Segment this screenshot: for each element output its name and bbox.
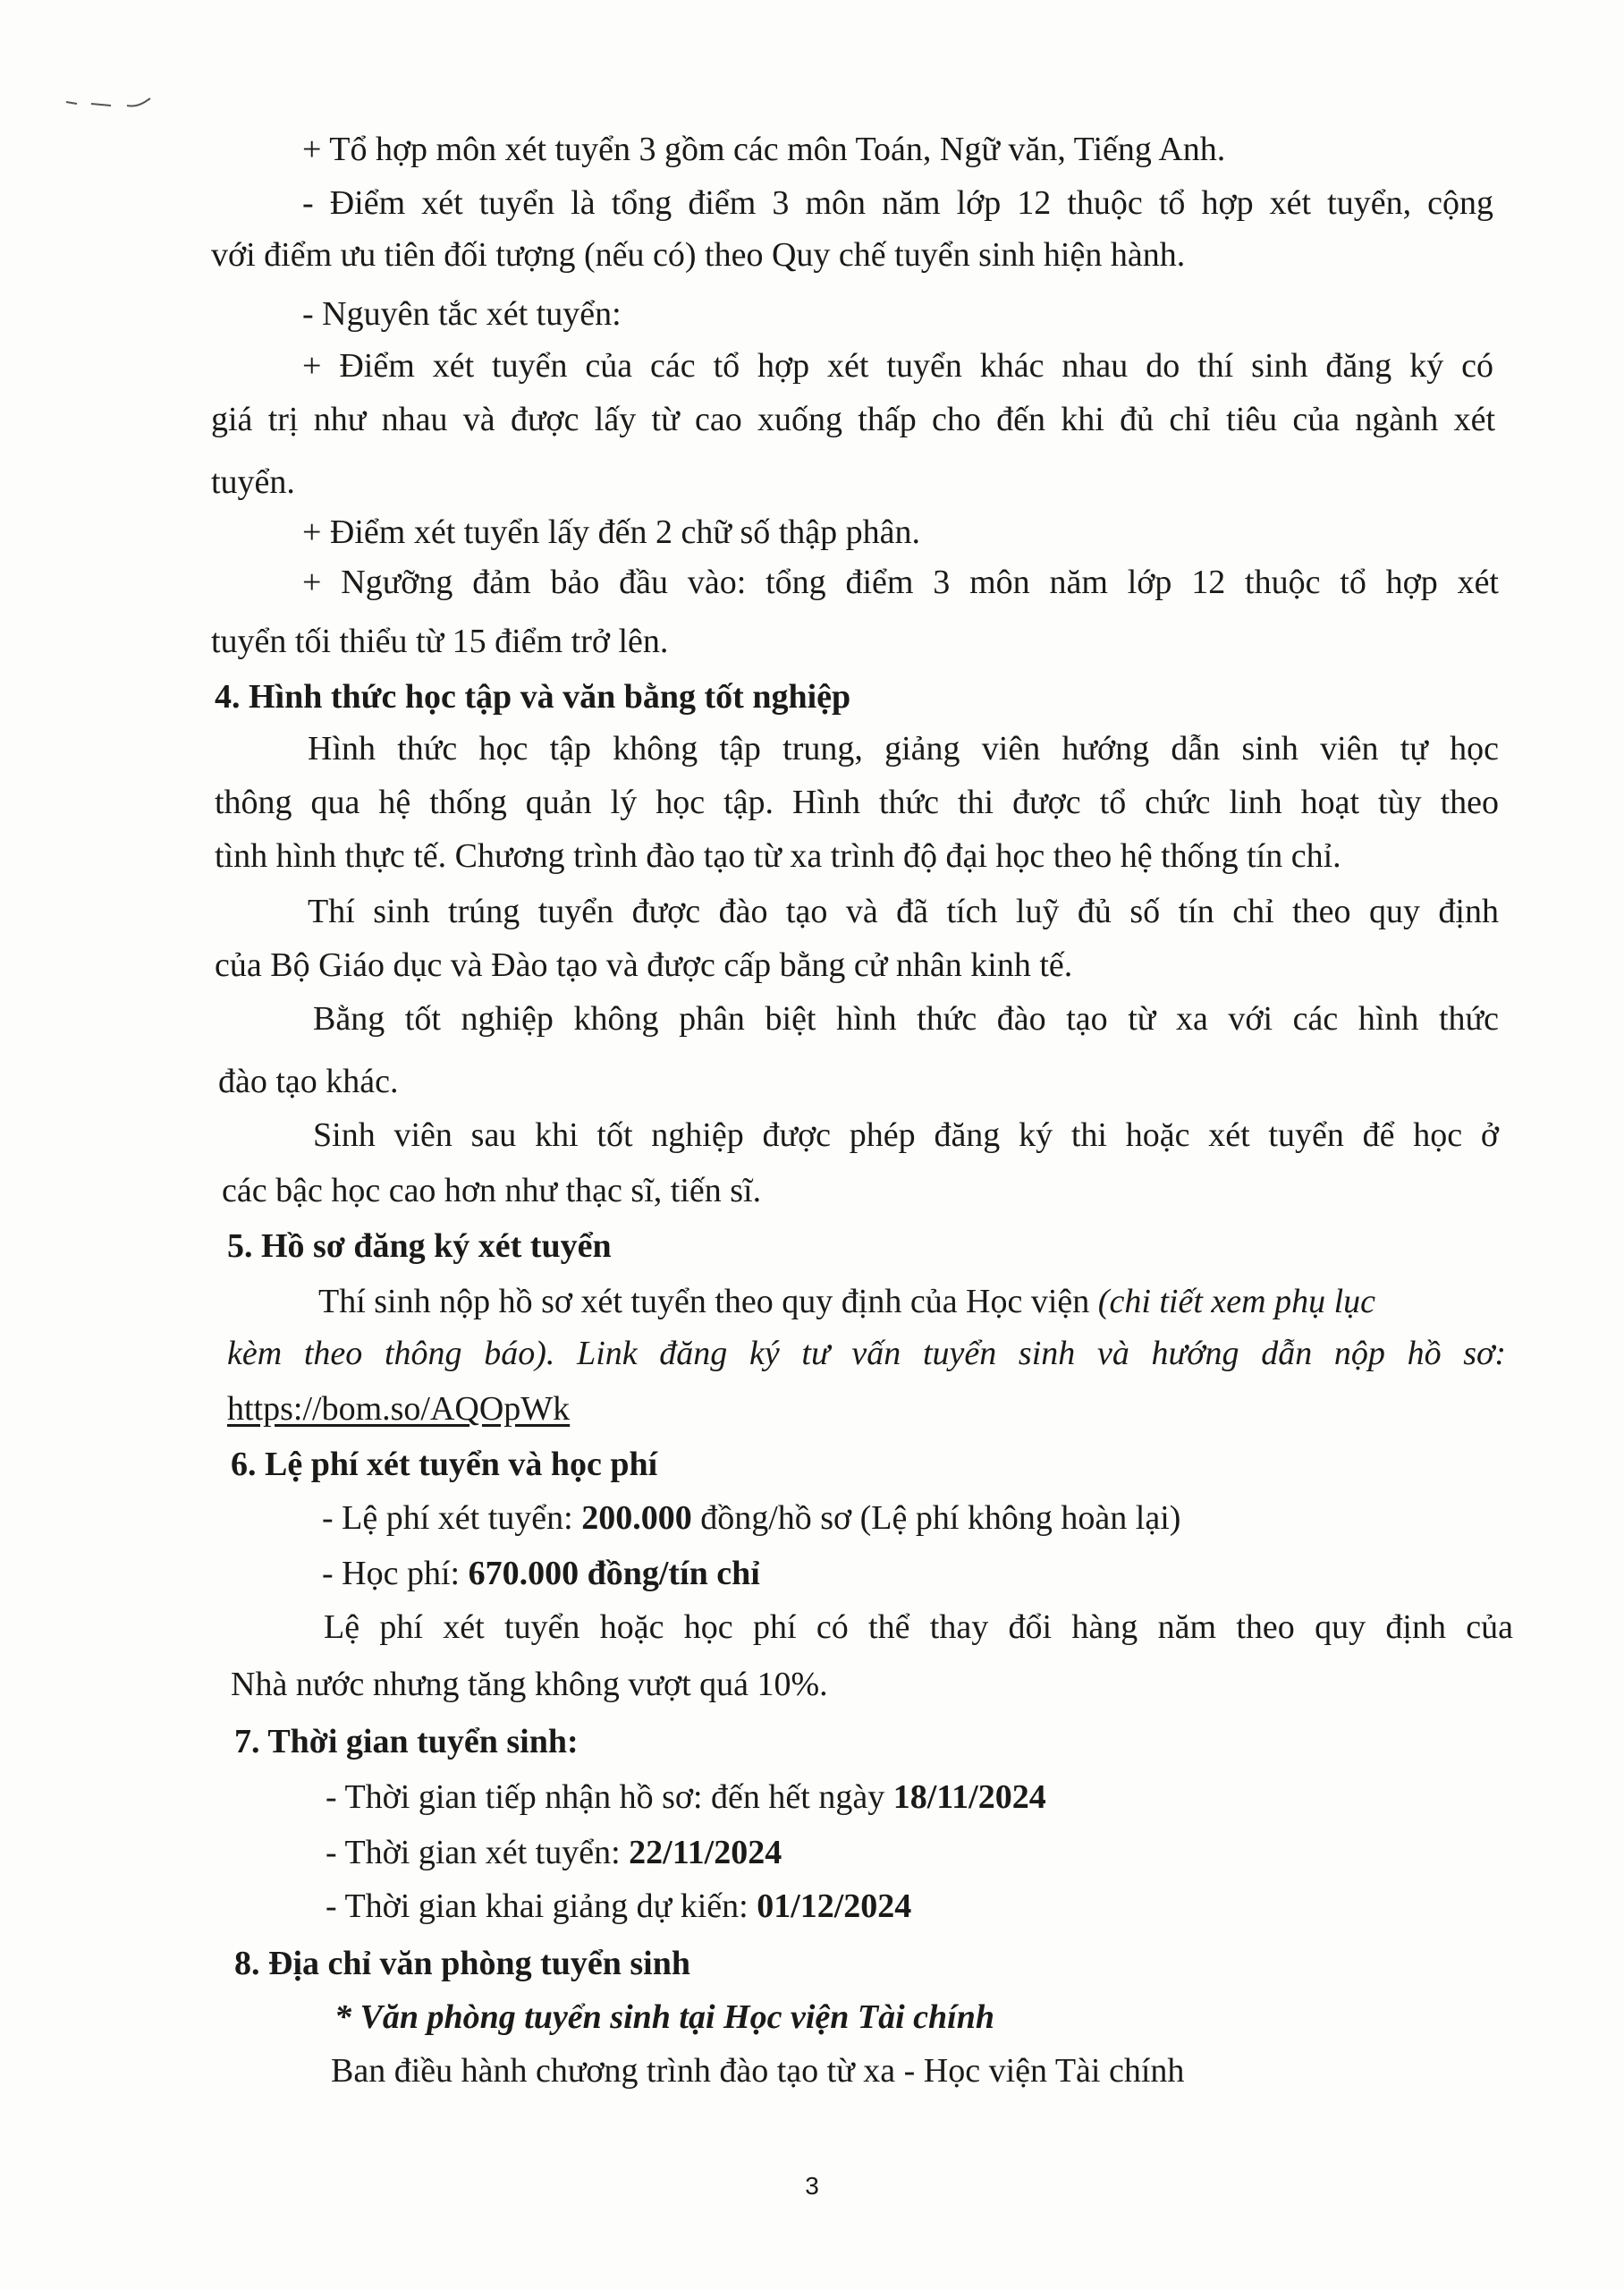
- tuition-amount: 670.000 đồng/tín chỉ: [468, 1555, 760, 1592]
- text-line: - Điểm xét tuyển là tổng điểm 3 môn năm lớp 12 thuộc tổ hợp xét tuyển, cộng: [302, 184, 1493, 222]
- opening-date: 01/12/2024: [757, 1887, 912, 1925]
- text-line: Hình thức học tập không tập trung, giảng viên hướng dẫn sinh viên tự học: [308, 730, 1499, 768]
- deadline-date: 18/11/2024: [892, 1778, 1046, 1816]
- text-line: các bậc học cao hơn như thạc sĩ, tiến sĩ.: [222, 1172, 762, 1209]
- review-date: 22/11/2024: [629, 1834, 782, 1871]
- page-number: 3: [805, 2172, 819, 2200]
- section-heading-5: 5. Hồ sơ đăng ký xét tuyển: [227, 1227, 612, 1265]
- text-line: đào tạo khác.: [218, 1063, 399, 1100]
- text-line: [318, 1285, 1375, 1319]
- text-line: tình hình thực tế. Chương trình đào tạo từ xa trình độ đại học theo hệ thống tín chỉ.: [215, 837, 1341, 875]
- text-line: với điểm ưu tiên đối tượng (nếu có) theo Quy chế tuyển sinh hiện hành.: [211, 236, 1186, 274]
- text-line: Sinh viên sau khi tốt nghiệp được phép đăng ký thi hoặc xét tuyển để học ở: [313, 1116, 1499, 1154]
- text-line: + Điểm xét tuyển của các tổ hợp xét tuyển khác nhau do thí sinh đăng ký có: [302, 347, 1493, 385]
- text-line: Thí sinh trúng tuyển được đào tạo và đã tích luỹ đủ số tín chỉ theo quy định: [308, 893, 1499, 930]
- text-line: + Ngưỡng đảm bảo đầu vào: tổng điểm 3 môn năm lớp 12 thuộc tổ hợp xét: [302, 564, 1499, 601]
- text-line: giá trị như nhau và được lấy từ cao xuống thấp cho đến khi đủ chỉ tiêu của ngành xét: [211, 401, 1495, 438]
- text-line: kèm theo thông báo). Link đăng ký tư vấn tuyển sinh và hướng dẫn nộp hồ sơ:: [227, 1335, 1506, 1372]
- text-run: đồng/hồ sơ (Lệ phí không hoàn lại): [691, 1499, 1181, 1537]
- text-line: + Tổ hợp môn xét tuyển 3 gồm các môn Toán, Ngữ văn, Tiếng Anh.: [302, 131, 1226, 168]
- text-line: của Bộ Giáo dục và Đào tạo và được cấp bằng cử nhân kinh tế.: [215, 946, 1073, 984]
- text-run: - Học phí:: [322, 1555, 469, 1592]
- text-line: [322, 1556, 760, 1590]
- text-line: [326, 1889, 911, 1923]
- text-line: [326, 1780, 1046, 1814]
- scan-mark-icon: [64, 93, 163, 111]
- text-line: [326, 1836, 782, 1870]
- section-heading-7: 7. Thời gian tuyển sinh:: [234, 1723, 579, 1760]
- text-line: + Điểm xét tuyển lấy đến 2 chữ số thập phân.: [302, 513, 921, 551]
- text-run-italic: (chi tiết xem phụ lục: [1097, 1283, 1376, 1320]
- text-line: tuyển.: [211, 463, 295, 501]
- text-line: tuyển tối thiểu từ 15 điểm trở lên.: [211, 623, 669, 660]
- fee-amount: 200.000: [581, 1499, 692, 1537]
- text-line: Ban điều hành chương trình đào tạo từ xa - Học viện Tài chính: [331, 2052, 1185, 2090]
- registration-link[interactable]: https://bom.so/AQOpWk: [227, 1390, 571, 1428]
- section-heading-8: 8. Địa chỉ văn phòng tuyển sinh: [234, 1945, 690, 1982]
- text-run: - Thời gian xét tuyển:: [326, 1834, 630, 1871]
- text-run: - Thời gian tiếp nhận hồ sơ: đến hết ngày: [326, 1778, 893, 1816]
- subheading: * Văn phòng tuyển sinh tại Học viện Tài chính: [334, 1998, 994, 2036]
- text-line: - Nguyên tắc xét tuyển:: [302, 295, 622, 333]
- text-line: thông qua hệ thống quản lý học tập. Hình thức thi được tổ chức linh hoạt tùy theo: [215, 784, 1499, 821]
- text-line: Bằng tốt nghiệp không phân biệt hình thức đào tạo từ xa với các hình thức: [313, 1000, 1499, 1038]
- text-run: Thí sinh nộp hồ sơ xét tuyển theo quy định của Học viện: [318, 1283, 1090, 1320]
- text-run: - Thời gian khai giảng dự kiến:: [326, 1887, 757, 1925]
- text-line: Lệ phí xét tuyển hoặc học phí có thể thay đổi hàng năm theo quy định của: [324, 1608, 1513, 1646]
- text-run: - Lệ phí xét tuyển:: [322, 1499, 582, 1537]
- section-heading-4: 4. Hình thức học tập và văn bằng tốt nghiệp: [215, 678, 851, 716]
- section-heading-6: 6. Lệ phí xét tuyển và học phí: [231, 1446, 658, 1483]
- text-line: [322, 1501, 1180, 1535]
- text-line: Nhà nước nhưng tăng không vượt quá 10%.: [231, 1666, 828, 1703]
